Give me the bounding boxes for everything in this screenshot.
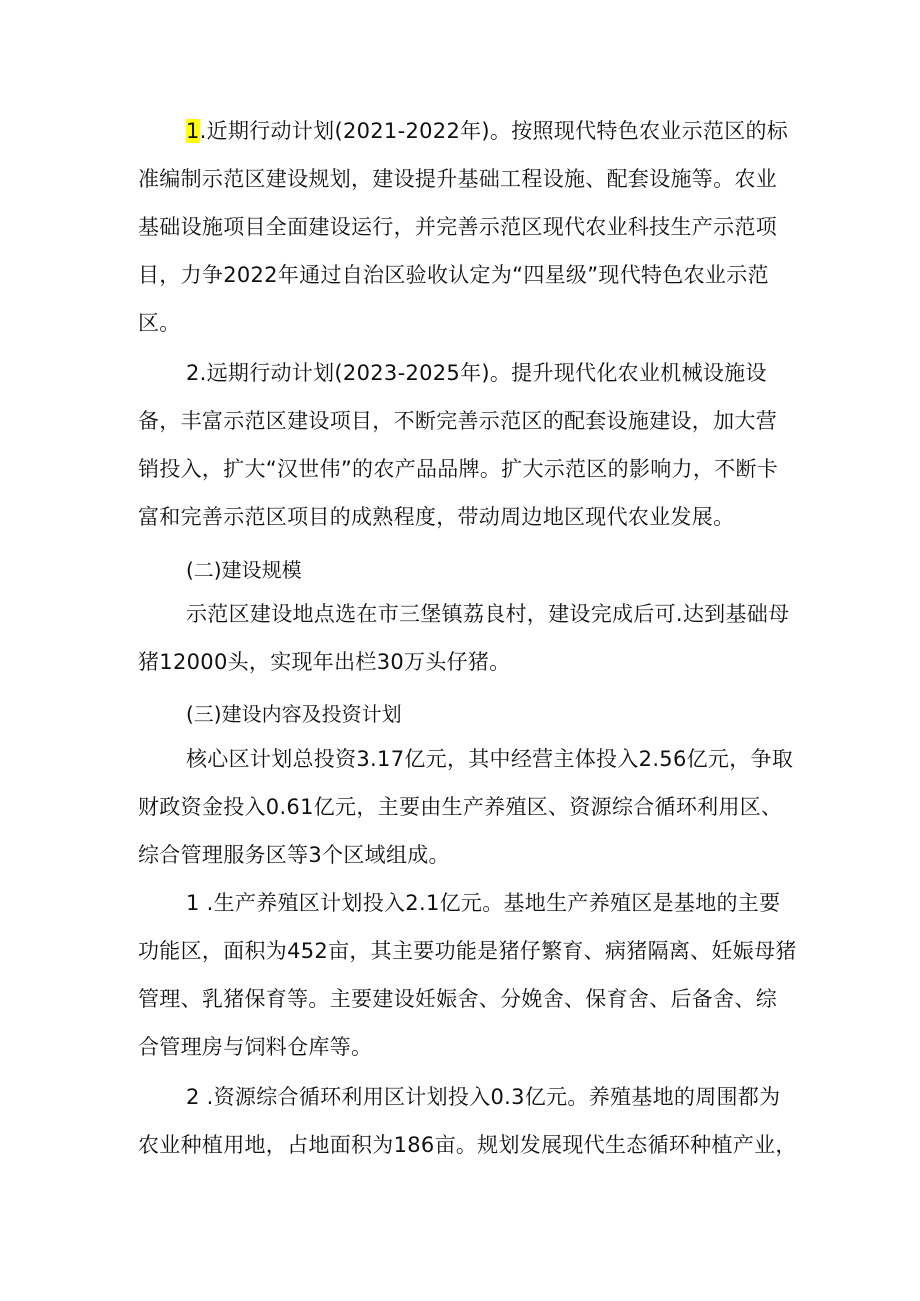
section-heading-investment-plan: (三)建设内容及投资计划 (186, 702, 402, 726)
paragraph-long-term-plan: 2.远期行动计划(2023-2025年)。提升现代化农业机械设施设备，丰富示范区建设项目，不断完善示范区的配套设施建设，加大营销投入，扩大“汉世伟”的农产品品牌。扩大示范区的影响力，不断卡富和完善示范区项目的成熟程度，带动周边地区现代农业发展。 (138, 361, 779, 529)
paragraph-breeding-zone: 1 .生产养殖区计划投入2.1亿元。基地生产养殖区是基地的主要功能区，面积为452亩，其主要功能是猪仔繁育、病猪隔离、妊娠母猪管理、乳猪保育等。主要建设妊娠舍、分娩舍、保育舍、后备舍、综合管理房与饲料仓库等。 (138, 891, 797, 1059)
paragraph-core-investment: 核心区计划总投资3.17亿元，其中经营主体投入2.56亿元，争取财政资金投入0.61亿元，主要由生产养殖区、资源综合循环利用区、综合管理服务区等3个区域组成。 (138, 747, 794, 867)
paragraph-near-term-plan (138, 107, 798, 347)
highlighted-list-marker: 1 (186, 119, 200, 143)
paragraph-construction-scale: 示范区建设地点选在市三堡镇荔良村，建设完成后可.达到基础母猪12000头，实现年出栏30万头仔猪。 (138, 602, 790, 674)
paragraph-resource-recycling-zone: 2 .资源综合循环利用区计划投入0.3亿元。养殖基地的周围都为农业种植用地，占地面积为186亩。规划发展现代生态循环种植产业， (138, 1085, 797, 1157)
paragraph-near-term-plan-text: .近期行动计划(2021-2022年)。按照现代特色农业示范区的标准编制示范区建设规划，建设提升基础工程设施、配套设施等。农业基础设施项目全面建设运行，并完善示范区现代农业科技生产示范项目，力争2022年通过自治区验收认定为“四星级”现代特色农业示范区。 (138, 119, 789, 335)
section-heading-construction-scale: (二)建设规模 (186, 558, 302, 582)
